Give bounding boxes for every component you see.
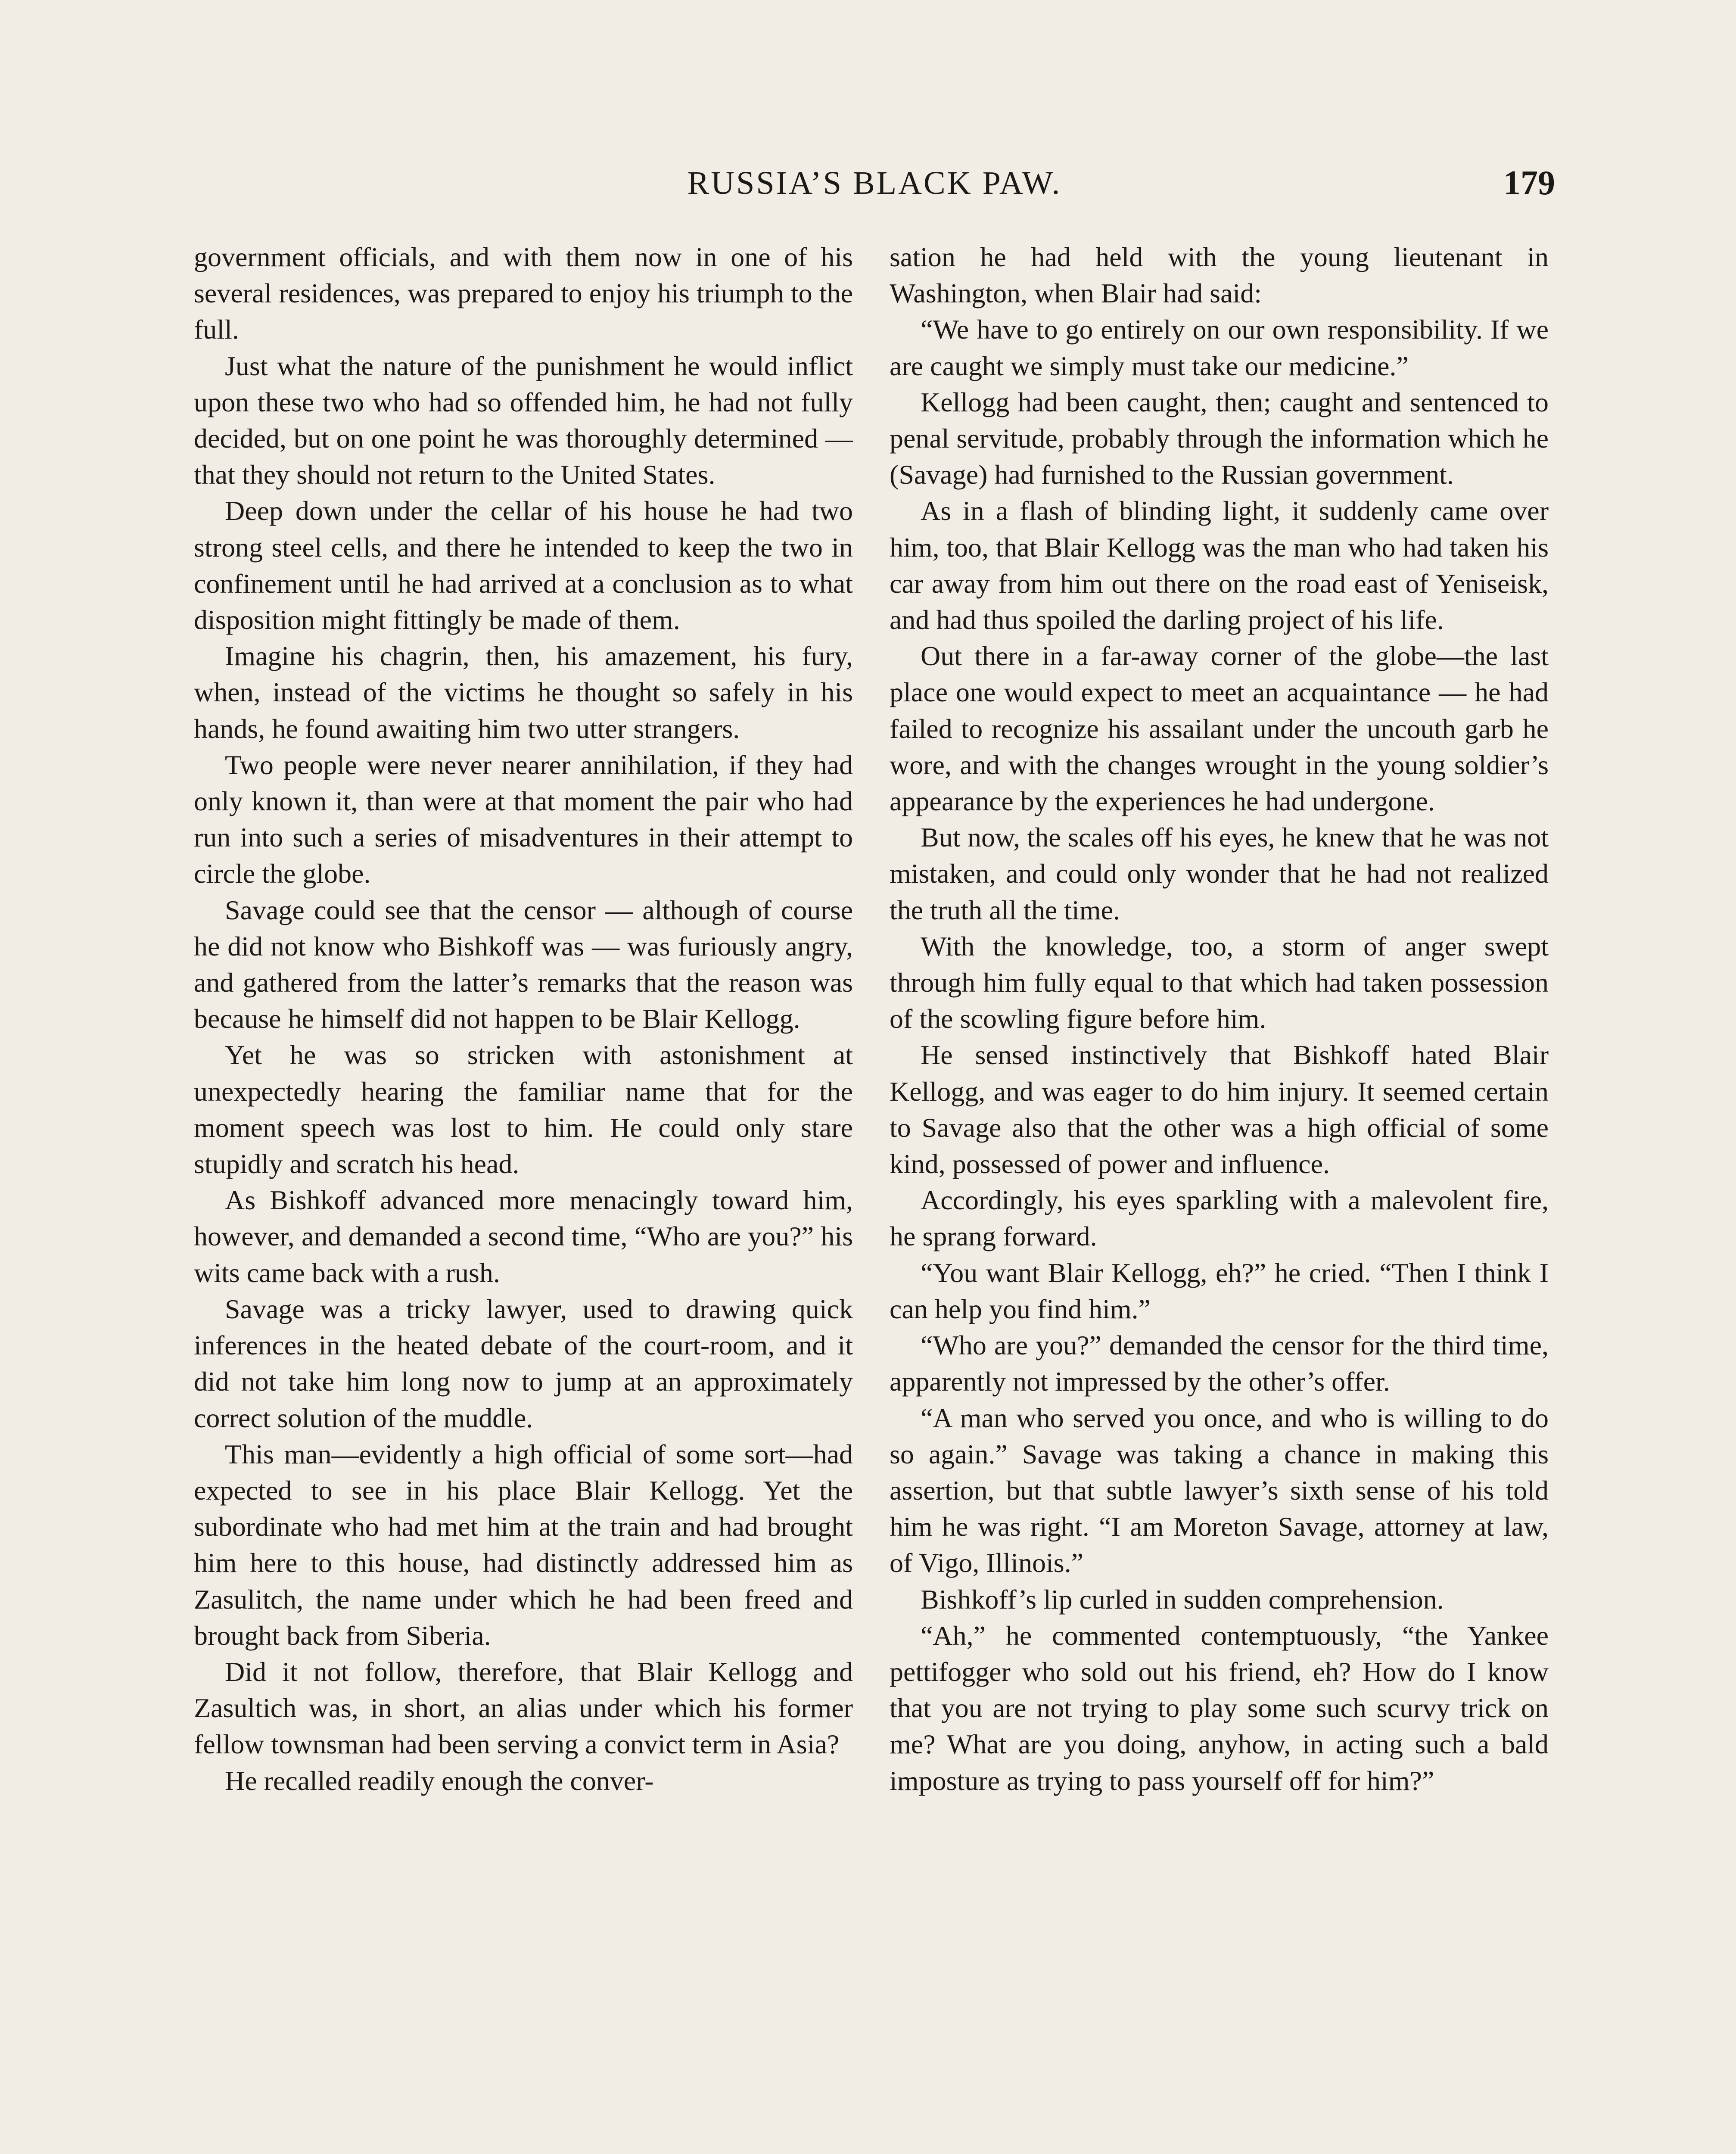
page-number: 179 (1503, 164, 1555, 202)
paragraph: Did it not follow, therefore, that Blair Kellogg and Zasultich was, in short, an alias under which his former fellow townsman had been serving a convict term in Asia? (194, 1656, 853, 1760)
paragraph: Out there in a far-away corner of the globe—the last place one would expect to meet an acquaintance — he had failed to recognize his assailant under the uncouth garb he wore, and with the changes wrought in the young soldier’s appearance by the experiences he had undergone. (890, 641, 1549, 817)
paragraph: Accordingly, his eyes sparkling with a malevolent fire, he sprang forward. (890, 1185, 1549, 1252)
paragraph: This man—evidently a high official of some sort—had expected to see in his place Blair Kellogg. Yet the subordinate who had met him at the train and had brought him here to this house, had distinctly addressed him as Zasulitch, the name under which he had been freed and brought back from Siberia. (194, 1438, 853, 1651)
right-column (890, 239, 1549, 2154)
paragraph: Savage was a tricky lawyer, used to drawing quick inferences in the heated debate of the court-room, and it did not take him long now to jump at an approximately correct solution of the muddle. (194, 1293, 853, 1433)
paragraph: “Who are you?” demanded the censor for the third time, apparently not impressed by the other’s offer. (890, 1330, 1549, 1397)
running-head: RUSSIA’S BLACK PAW. (687, 165, 1062, 201)
page-header (194, 159, 1555, 207)
paragraph: “You want Blair Kellogg, eh?” he cried. “Then I think I can help you find him.” (890, 1257, 1549, 1324)
paragraph: As in a flash of blinding light, it suddenly came over him, too, that Blair Kellogg was the man who had taken his car away from him out there on the road east of Yeniseisk, and had thus spoiled the darling project of his life. (890, 495, 1549, 635)
paragraph: Bishkoff’s lip curled in sudden comprehension. (921, 1584, 1444, 1615)
paragraph: He recalled readily enough the conver- (225, 1765, 654, 1796)
paragraph: Two people were never nearer annihilation, if they had only known it, than were at that moment the pair who had run into such a series of misadventures in their attempt to circle the globe. (194, 749, 853, 889)
paragraph: government officials, and with them now in one of his several residences, was prepared to enjoy his triumph to the full. (194, 242, 853, 345)
left-column (194, 239, 853, 2154)
paragraph: Savage could see that the censor — although of course he did not know who Bishkoff was — was furiously angry, and gathered from the latter’s remarks that the reason was because he himself did not happen to be Blair Kellogg. (194, 894, 853, 1034)
paragraph: But now, the scales off his eyes, he knew that he was not mistaken, and could only wonder that he had not realized the truth all the time. (890, 822, 1549, 925)
paragraph: With the knowledge, too, a storm of anger swept through him fully equal to that which had taken possession of the scowling figure before him. (890, 931, 1549, 1034)
paragraph: Imagine his chagrin, then, his amazement, his fury, when, instead of the victims he thought so safely in his hands, he found awaiting him two utter strangers. (194, 641, 853, 744)
paragraph: Yet he was so stricken with astonishment at unexpectedly hearing the familiar name that for the moment speech was lost to him. He could only stare stupidly and scratch his head. (194, 1040, 853, 1180)
paragraph: “We have to go entirely on our own responsibility. If we are caught we simply must take our medicine.” (890, 314, 1549, 381)
paragraph: He sensed instinctively that Bishkoff hated Blair Kellogg, and was eager to do him injury. It seemed certain to Savage also that the other was a high official of some kind, possessed of power and influence. (890, 1040, 1549, 1180)
paragraph: Just what the nature of the punishment he would inflict upon these two who had so offended him, he had not fully decided, but on one point he was thoroughly determined —that they should not return to the United States. (194, 350, 853, 490)
paragraph: “A man who served you once, and who is willing to do so again.” Savage was taking a chance in making this assertion, but that subtle lawyer’s sixth sense of his told him he was right. “I am Moreton Savage, attorney at law, of Vigo, Illinois.” (890, 1402, 1549, 1578)
paragraph: Deep down under the cellar of his house he had two strong steel cells, and there he intended to keep the two in confinement until he had arrived at a conclusion as to what disposition might fittingly be made of them. (194, 495, 853, 635)
paragraph: sation he had held with the young lieutenant in Washington, when Blair had said: (890, 242, 1549, 309)
paragraph: “Ah,” he commented contemptuously, “the Yankee pettifogger who sold out his friend, eh? How do I know that you are not trying to play some such scurvy trick on me? What are you doing, anyhow, in acting such a bald imposture as trying to pass yourself off for him?” (890, 1620, 1549, 1796)
paragraph: As Bishkoff advanced more menacingly toward him, however, and demanded a second time, “Who are you?” his wits came back with a rush. (194, 1185, 853, 1288)
paragraph: Kellogg had been caught, then; caught and sentenced to penal servitude, probably through the information which he (Savage) had furnished to the Russian government. (890, 386, 1549, 490)
